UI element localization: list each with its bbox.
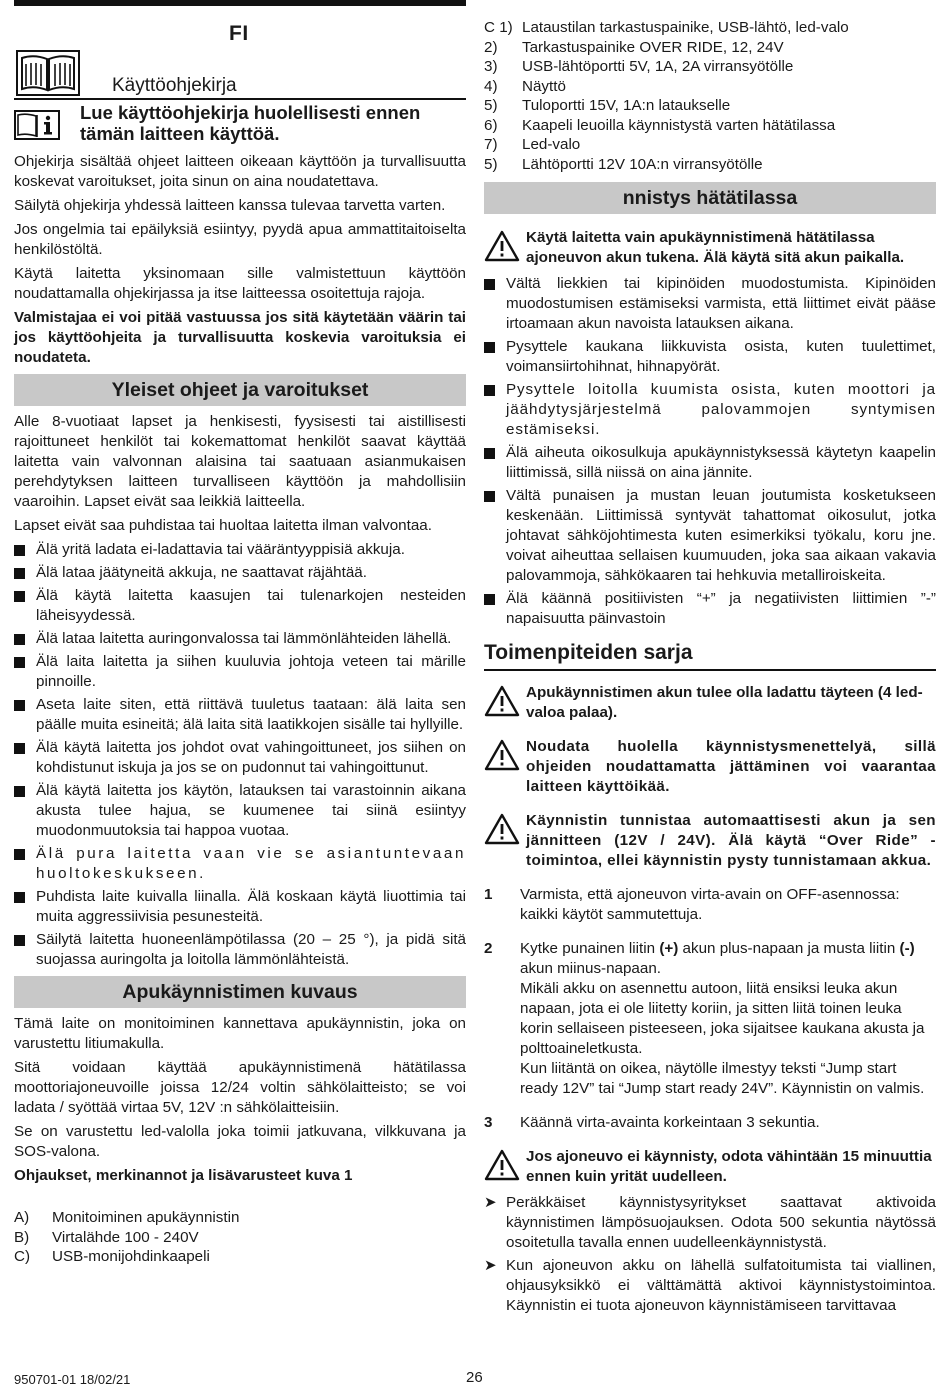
bullet-item: Säilytä laitetta huoneenlämpötilassa (20 – 25 °), ja pidä sitä suojassa auringolta ja loitolla lämmönlähteistä. xyxy=(14,930,466,970)
parts-list xyxy=(484,18,936,174)
note-list xyxy=(484,1193,936,1316)
procedure-step: 1 Varmista, että ajoneuvon virta-avain on OFF-asennossa: kaikki käytöt sammutettuja. xyxy=(484,886,900,923)
manual-title: Käyttöohjekirja xyxy=(112,75,237,96)
document-code: 950701-01 18/02/21 xyxy=(14,1372,131,1387)
warning-note: Käynnistin tunnistaa automaattisesti akun ja sen jännitteen (12V / 24V). Älä käytä “Over Ride” -toimintoa, ellei käynnistin pysty tunnistamaan akkua. xyxy=(484,811,936,871)
liability-notice: Valmistajaa ei voi pitää vastuussa jos sitä käytetään väärin tai jos käyttöohjeita ja turvallisuutta koskevia varoituksia ei noudateta. xyxy=(14,309,466,366)
bullet-item: Älä käytä laitetta jos johdot ovat vahingoittuneet, jos siihen on kohdistunut iskuja ja jos se on pudonnut tai vahingoittunut. xyxy=(14,738,466,778)
left-column xyxy=(14,0,466,1267)
warning-note: Apukäynnistimen akun tulee olla ladattu täyteen (4 led-valoa palaa). xyxy=(484,683,936,723)
right-column xyxy=(484,18,936,1319)
intro-paragraph: Jos ongelmia tai epäilyksiä esiintyy, pyydä apua ammattitaitoiselta henkilöstöltä. xyxy=(14,221,466,258)
section-heading-emergency: nnistys hätätilassa xyxy=(484,182,936,214)
list-item: 2) Tarkastuspainike OVER RIDE, 12, 24V xyxy=(484,38,784,56)
bullet-item: Älä käytä laitetta kaasujen tai tulenarkojen nesteiden läheisyydessä. xyxy=(14,586,466,626)
controls-title: Ohjaukset, merkinannot ja lisävarusteet kuva 1 xyxy=(14,1167,353,1184)
warning-icon xyxy=(484,739,520,777)
bullet-item: Vältä liekkien tai kipinöiden muodostumista. Kipinöiden muodostumisen estämiseksi varmista, että liittimet eivät pääse irtoamaan akun navoista latauksen aikana. xyxy=(484,274,936,334)
note-item: ➤ Kun ajoneuvon akku on lähellä sulfatoitumista tai viallinen, ohjausyksikkö ei välttämättä aktivoi käynnistystoimintoa. Käynnistin ei tuota ajoneuvon käynnistämiseen tarvittavaa xyxy=(484,1257,936,1314)
procedure-step: 2 Kytke punainen liitin (+) akun plus-napaan ja musta liitin (-) akun miinus-napaan. Mikäli akku on asennettu autoon, liitä ensiksi leuka akun napaan, jota ei ole liitetty koriin, ja sitten liitä toinen leuka korin sellaiseen pisteeseen, joka sijaitsee kaukana akusta ja polttoaineletkusta. Kun liitäntä on oikea, näytölle ilmestyy teksti “Jump start ready 12V” tai “Jump start ready 24V”. Käynnistin on valmis. xyxy=(484,940,925,1097)
description-paragraph: Tämä laite on monitoiminen kannettava apukäynnistin, joka on varustettu litiumakulla. xyxy=(14,1015,466,1052)
list-item: C) USB-monijohdinkaapeli xyxy=(14,1248,210,1265)
bullet-item: Älä lataa jäätyneitä akkuja, ne saattavat räjähtää. xyxy=(14,563,466,583)
book-info-icon xyxy=(14,110,60,146)
general-bullet-list xyxy=(14,540,466,970)
general-paragraph: Lapset eivät saa puhdistaa tai huoltaa laitetta ilman valvontaa. xyxy=(14,517,432,534)
section-heading-operations: Toimenpiteiden sarja xyxy=(484,643,936,671)
warning-note: Noudata huolella käynnistysmenettelyä, sillä ohjeiden noudattamatta jättäminen voi vaarantaa laitteen käyttöikää. xyxy=(484,737,936,797)
step-number: 2 xyxy=(484,940,493,957)
list-item: B) Virtalähde 100 - 240V xyxy=(14,1228,199,1246)
warning-icon xyxy=(484,813,520,851)
bullet-item: Älä laita laitetta ja siihen kuuluvia johtoja veteen tai märille pinnoille. xyxy=(14,652,466,692)
list-item: 5) Tuloportti 15V, 1A:n lataukselle xyxy=(484,97,731,114)
section-heading-general: Yleiset ohjeet ja varoitukset xyxy=(14,374,466,406)
arrow-icon: ➤ xyxy=(484,1257,497,1274)
warning-icon xyxy=(484,230,520,268)
list-item: 4) Näyttö xyxy=(484,77,566,95)
book-icon xyxy=(16,50,80,102)
arrow-icon: ➤ xyxy=(484,1194,497,1211)
warning-note: Jos ajoneuvo ei käynnisty, odota vähintään 15 minuuttia ennen kuin yrität uudelleen. xyxy=(484,1147,936,1187)
warning-note: Käytä laitetta vain apukäynnistimenä hätätilassa ajoneuvon akun tukena. Älä käytä sitä akun paikalla. xyxy=(484,228,936,268)
list-item: A) Monitoiminen apukäynnistin xyxy=(14,1209,240,1226)
step-number: 3 xyxy=(484,1114,493,1131)
bullet-item: Puhdista laite kuivalla liinalla. Älä koskaan käytä liuottimia tai muita aggressiivisia pesunesteitä. xyxy=(14,887,466,927)
bullet-item: Pysyttele loitolla kuumista osista, kuten moottori ja jäähdytysjärjestelmä palovammojen syntymisen estämiseksi. xyxy=(484,380,936,440)
list-item: 5) Lähtöportti 12V 10A:n virransyötölle xyxy=(484,155,763,173)
section-heading-description: Apukäynnistimen kuvaus xyxy=(14,976,466,1008)
note-item: ➤ Peräkkäiset käynnistysyritykset saattavat aktivoida käynnistimen lämpösuojauksen. Odota 500 sekuntia näytössä osoitetulla tavalla ennen uudelleenkäynnistystä. xyxy=(484,1194,936,1251)
accessory-list xyxy=(14,1208,466,1267)
bullet-item: Älä aiheuta oikosulkuja apukäynnistyksessä käytetyn kaapelin liittimissä, sillä niissä on aina jännite. xyxy=(484,443,936,483)
bullet-item: Älä yritä ladata ei-ladattavia tai vääräntyyppisiä akkuja. xyxy=(14,540,466,560)
warning-icon xyxy=(484,1149,520,1187)
language-label: FI xyxy=(229,22,249,45)
list-item: 7) Led-valo xyxy=(484,136,581,153)
intro-paragraph: Ohjekirja sisältää ohjeet laitteen oikeaan käyttöön ja turvallisuutta koskevat varoitukset, joita sinun on aina noudatettava. xyxy=(14,153,466,190)
bullet-item: Älä pura laitetta vaan vie se asiantuntevaan huoltokeskukseen. xyxy=(14,844,466,884)
read-manual-notice xyxy=(14,100,466,150)
emergency-bullet-list xyxy=(484,274,936,629)
page-number: 26 xyxy=(466,1369,483,1386)
read-manual-warning: Lue käyttöohjekirja huolellisesti ennen tämän laitteen käyttöä. xyxy=(80,102,421,144)
description-paragraph: Se on varustettu led-valolla joka toimii jatkuvana, vilkkuvana ja SOS-valona. xyxy=(14,1123,466,1160)
list-item: 6) Kaapeli leuoilla käynnistystä varten hätätilassa xyxy=(484,116,836,134)
manual-header xyxy=(14,6,466,98)
list-item: 3) USB-lähtöportti 5V, 1A, 2A virransyötölle xyxy=(484,58,794,75)
bullet-item: Vältä punaisen ja mustan leuan joutumista kosketukseen keskenään. Liittimissä syntyvät tahattomat oikosulut, jotka johtavat sähköjohtimesta kuten esimerkiksi työkalu, koru jne. voivat aiheuttaa sellaisen kuumuuden, joka saa aikaan vakavia palovammoja, sähkökaaren tai hehkuvia metalliroiskeita. xyxy=(484,486,936,586)
bullet-item: Älä käytä laitetta jos käytön, latauksen tai varastoinnin aikana akusta tulee hajua, se kuumenee tai siinä esiintyy muodonmuutoksia tai happoa vuotaa. xyxy=(14,781,466,841)
warning-icon xyxy=(484,685,520,723)
step-number: 1 xyxy=(484,886,493,903)
intro-paragraph: Säilytä ohjekirja yhdessä laitteen kanssa tulevaa tarvetta varten. xyxy=(14,197,446,214)
description-paragraph: Sitä voidaan käyttää apukäynnistimenä hätätilassa moottoriajoneuvoille joissa 12/24 voltin sähkölaitteisto; se voi ladata / syöttää virtaa 5V, 12V :n sähkölaitteisiin. xyxy=(14,1059,466,1116)
intro-paragraph: Käytä laitetta yksinomaan sille valmistettuun käyttöön noudattamalla ohjekirjassa ja itse laitteessa osoitettuja rajoja. xyxy=(14,265,466,302)
bullet-item: Älä lataa laitetta auringonvalossa tai lämmönlähteiden lähellä. xyxy=(14,629,466,649)
list-item: C 1) Lataustilan tarkastuspainike, USB-lähtö, led-valo xyxy=(484,19,849,36)
bullet-item: Pysyttele kaukana liikkuvista osista, kuten tuulettimet, voimansiirtohihnat, hihnapyörät. xyxy=(484,337,936,377)
bullet-item: Älä käännä positiivisten “+” ja negatiivisten liittimien ”-” napaisuutta päinvastoin xyxy=(484,589,936,629)
bullet-item: Aseta laite siten, että riittävä tuuletus taataan: älä laita sen päälle muita esineitä; älä laita sitä laatikkojen sisälle tai hyllyille. xyxy=(14,695,466,735)
procedure-step: 3 Käännä virta-avainta korkeintaan 3 sekuntia. xyxy=(484,1114,820,1131)
general-paragraph: Alle 8-vuotiaat lapset ja henkisesti, fyysisesti tai aistillisesti rajoittuneet henkilöt tai kokemattomat henkilöt saavat käyttää laitetta vain valvonnan alaisina tai saatuaan asianmukaisen perehdytyksen laitteen turvalliseen käyttöön ja mahdollisiin vaaroihin. Lapset eivät saa leikkiä laitteella. xyxy=(14,413,466,510)
